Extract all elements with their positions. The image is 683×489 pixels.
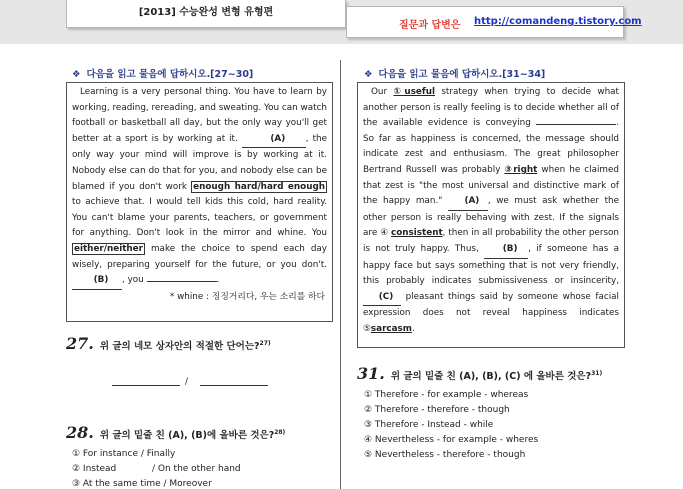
passage-text: make the choice to spend each day wisely, preparing yourself for the future, or you don't.: [72, 243, 327, 270]
blank-a: (A): [242, 132, 306, 149]
passage-right: Our ①useful strategy when trying to decide what another person is really feeling is to decide whether all of the available evidence is conveying . So far as happiness is concerned, the message should indicate zest and enthusiasm. The great philosopher Bertrand Russell was probably ③right when he claimed that zest is "the most universal and distinctive mark of the happy man." (A) , we must ask whether the other person is really behaving with zest. If the signals are ④ consistent, then in all probability the other person is not truly happy. Thus, (B) , if someone has a happy face but says something that is not very friendly, this probably indicates submissiveness or insincerity, (C) pleasant things said by someone whose facial expression does not reveal happiness indicates ⑤sarcasm.: [357, 82, 625, 348]
option-31-1[interactable]: ① Therefore - for example - whereas: [364, 390, 529, 400]
option-28-2[interactable]: ② Instead / On the other hand: [72, 464, 241, 474]
underline-4: consistent: [391, 228, 443, 239]
passage-text: , the only way your mind will improve is by working at it. Nobody else can do that for you, and nobody else can be blamed if you don't work: [72, 133, 328, 192]
document-title: [2013] 수능완성 변형 유형편: [66, 0, 346, 28]
column-divider: [340, 60, 341, 489]
choice-box-1: enough hard/hard enough: [193, 181, 326, 192]
option-28-3[interactable]: ③ At the same time / Moreover: [72, 479, 212, 489]
option-31-5[interactable]: ⑤ Nevertheless - therefore - though: [364, 450, 526, 460]
underline-3: ③right: [504, 164, 538, 175]
blank-b-right: (B): [484, 242, 528, 259]
option-31-3[interactable]: ③ Therefore - Instead - while: [364, 420, 494, 430]
passage-text: when he claimed that zest is "the most universal and distinctive mark of the happy man.": [363, 164, 619, 207]
qa-label: 질문과 답변은: [399, 20, 461, 31]
option-31-2[interactable]: ② Therefore - therefore - though: [364, 405, 510, 415]
question-27: 27. 위 글의 네모 상자안의 적절한 단어는?$^{27)}$: [66, 334, 271, 353]
passage-text: Our: [371, 87, 388, 97]
blank-c-left: [147, 281, 217, 282]
passage-left: Learning is a very personal thing. You have to learn by working, reading, rereading, and sweating. You can watch football or basketball all day, but the only way you'll get better at a sport is by working at it. (A) , the only way your mind will improve is by working at it. Nobody else can do that for you, and nobody else can be blamed if you don't work enough hard/hard enough to achieve that. I would tell kids this cold, hard reality. You can't blame your parents, teachers, or government for anything. Don't look in the mirror and whine. You either/neither make the choice to spend each day wisely, preparing yourself for the future, or you don't. (B) , you . * whine : 징징거리다, 우는 소리를 하다: [66, 82, 333, 322]
passage-text: pleasant things said by someone whose facial expression does not reveal happiness indicates ⑤: [363, 291, 619, 334]
passage-text: . So far as happiness is concerned, the message should indicate zest and enthusiasm. The great philosopher Bertrand Russell was probably: [363, 118, 619, 175]
answer-line-2: [200, 385, 268, 386]
question-31: 31. 위 글의 밑줄 친 (A), (B), (C) 에 올바른 것은?$^{31)}$: [357, 364, 603, 383]
passage-text: strategy when trying to decide what another person is really feeling is to decide whether all of the available evidence is conveying: [363, 87, 619, 129]
blank-a-right: (A): [448, 194, 488, 211]
passage-text: , we must ask whether the other person is really behaving with zest. If the signals are ④: [363, 196, 620, 239]
directions-right: ❖ 다음을 읽고 물음에 답하시오.[31~34]: [364, 69, 546, 80]
underline-1: ①useful: [393, 87, 435, 97]
footnote: * whine : 징징거리다, 우는 소리를 하다: [169, 291, 325, 302]
underline-5: sarcasm: [370, 323, 412, 334]
passage-text: , if someone has a happy face but says something that is not very friendly, this probably indicates submissiveness or insincerity,: [363, 243, 620, 287]
passage-text: to achieve that. I would tell kids this cold, hard reality. You can't blame your parents, teachers, or government for anything. Don't look in the mirror and whine. You: [72, 197, 327, 239]
option-28-1[interactable]: ① For instance / Finally: [72, 449, 176, 459]
answer-line-1: [112, 385, 180, 386]
blank-c-right: (C): [363, 290, 401, 307]
directions-left: ❖ 다음을 읽고 물음에 답하시오.[27~30]: [72, 69, 254, 80]
qa-link[interactable]: http://comandeng.tistory.com: [474, 16, 642, 27]
diamond-icon: ❖: [72, 69, 81, 80]
blank-b: (B): [72, 273, 122, 290]
passage-text: , you: [122, 275, 144, 286]
question-28: 28. 위 글의 밑줄 친 (A), (B)에 올바른 것은?$^{28)}$: [66, 423, 286, 442]
choice-box-2: either/neither: [74, 243, 143, 254]
diamond-icon: ❖: [364, 69, 373, 80]
passage-text: , then in all probability the other person is not truly happy. Thus,: [363, 228, 619, 254]
answer-slash: /: [185, 377, 189, 387]
qa-box: [346, 6, 642, 38]
blank-2: [536, 124, 616, 125]
passage-text: Learning is a very personal thing. You have to learn by working, reading, rereading, and sweating. You can watch football or basketball all day, but the only way you'll get better at a sport is by working at it.: [72, 87, 327, 144]
option-31-4[interactable]: ④ Nevertheless - for example - wheres: [364, 435, 539, 445]
